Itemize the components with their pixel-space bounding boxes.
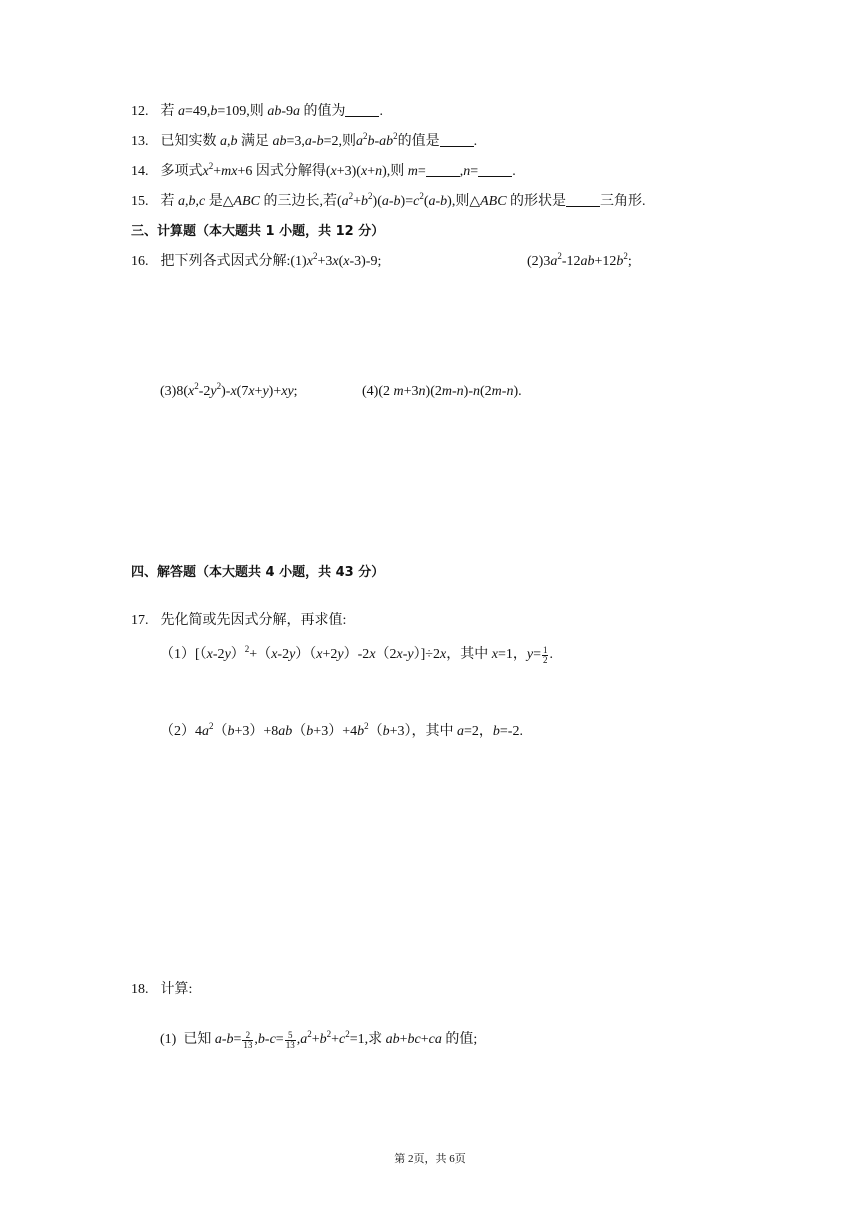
question-16-part-2: $(2)3a^2-12ab+12b^2$;	[527, 251, 632, 269]
question-17	[131, 611, 346, 631]
question-18-part-1: (1) 已知 a-b= $\frac{2}{13}$ ,b-c= $\frac{5}{13}$ $,a^2+b^2+c^2=1$,求 ab+bc+ca 的值;	[160, 1029, 478, 1050]
question-16-part-3: $(3)8(x^2-2y^2)-x(7x+y)+xy$;	[160, 381, 298, 399]
question-prompt: 先化简或先因式分解，再求值:	[160, 613, 347, 628]
question-15	[131, 192, 646, 212]
question-18	[131, 980, 192, 1000]
question-13	[131, 132, 477, 152]
question-number: 18.	[131, 982, 149, 997]
question-number: 12.	[131, 104, 149, 119]
fraction-2-13: $\frac{2}{13}$	[243, 1030, 253, 1050]
question-mid: ,n=	[459, 164, 479, 179]
fraction-5-13: $\frac{5}{13}$	[285, 1030, 295, 1050]
question-number: 13.	[131, 134, 149, 149]
section-heading-4: 四、解答题（本大题共 4 小题，共 43 分）	[131, 565, 385, 580]
question-number: 17.	[131, 613, 149, 628]
question-prompt: 把下列各式因式分解$:(1)x^2+3x(x-3)-9$;	[160, 251, 382, 269]
question-end: 三角形.	[600, 194, 646, 209]
question-prompt: 计算:	[160, 982, 193, 997]
answer-blank[interactable]	[345, 103, 379, 117]
question-number: 15.	[131, 194, 149, 209]
part-label: (1)	[160, 1032, 177, 1047]
question-text: 若 a,b,c 是△ABC 的三边长,若$(a^2+b^2)(a-b)=c^2(a-b)$,则△ABC 的形状是	[160, 191, 567, 209]
question-number: 16.	[131, 254, 149, 269]
question-end: .	[512, 164, 516, 179]
question-end: .	[379, 104, 383, 119]
question-text: 多项式$x^2+mx+6$ 因式分解得(x+3)(x+n),则 m=	[160, 161, 426, 179]
question-number: 14.	[131, 164, 149, 179]
answer-blank[interactable]	[440, 133, 474, 147]
answer-blank-m[interactable]	[426, 163, 460, 177]
section-heading-3: 三、计算题（本大题共 1 小题，共 12 分）	[131, 224, 385, 239]
question-text: 若 a=49,b=109,则 ab-9a 的值为	[160, 104, 346, 119]
answer-blank[interactable]	[566, 193, 600, 207]
question-text: 已知实数 a,b 满足 ab=3,a-b=2,则$a^2b-ab^2$的值是	[160, 131, 440, 149]
question-16-part-4: (4)(2 m+3n)(2m-n)-n(2m-n).	[362, 384, 522, 399]
question-16	[131, 252, 381, 272]
question-17-part-2: $(2)4a^2(b+3)+8ab(b+3)+4b^2(b+3)$，其中 a=2，b=-2.	[160, 721, 523, 739]
fraction-one-half: $\frac{1}{2}$	[542, 645, 548, 665]
answer-blank-n[interactable]	[478, 163, 512, 177]
question-12	[131, 102, 383, 122]
page-footer: 第 2页，共 6页	[394, 1153, 466, 1165]
question-14	[131, 162, 516, 182]
question-end: .	[473, 134, 478, 149]
question-17-part-1: $(1)[(x-2y)^2+(x-2y)(x+2y)-2x(2x-y)]\div 2x$，其中 x=1，y= $\frac{1}{2}$ .	[160, 644, 553, 665]
